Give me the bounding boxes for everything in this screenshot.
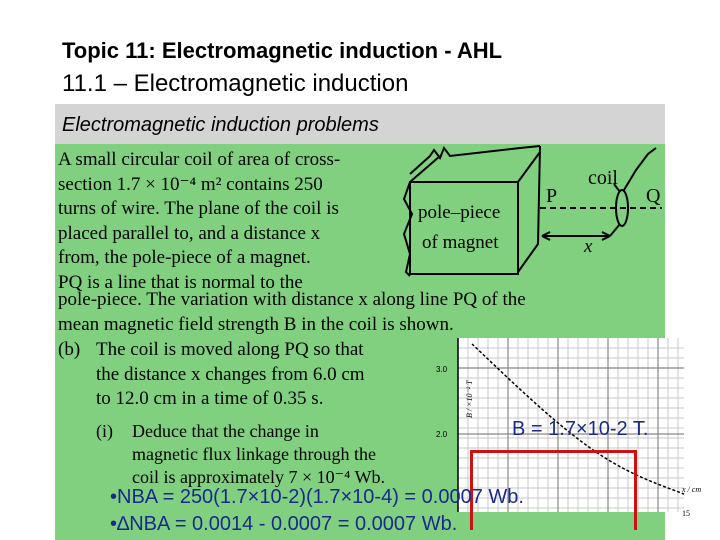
label-p: P [546,185,558,207]
box-label-1: pole–piece [418,202,501,223]
label-coil: coil [588,167,618,189]
problem-continued [58,288,618,337]
label-q: Q [646,185,661,207]
xlabel: x / cm [682,485,702,494]
part-i-line: Deduce that the change in [132,421,319,441]
problem-line: A small circular coil of area of cross- [58,149,341,170]
magnet-top-edge [410,146,540,174]
part-i [96,420,436,489]
answer-line-2: •∆NBA = 0.0014 - 0.0007 = 0.0007 Wb. [110,513,458,535]
part-b-row [58,338,438,363]
slide-title: Topic 11: Electromagnetic induction - AHL [62,38,503,63]
label-x: x [584,236,593,257]
problem-line: section 1.7 × 10⁻⁴ m² contains 250 [58,173,323,195]
part-b-label: (b) [58,339,81,360]
part-i-line: magnetic flux linkage through the [132,444,376,464]
answer-line-1: •NBA = 250(1.7×10-2)(1.7×10-4) = 0.0007 Wb. [110,486,524,508]
problem-line: from, the pole-piece of a magnet. [58,247,311,268]
b-value-annotation: B = 1.7×10-2 T. [512,418,649,440]
magnet-back-edge [518,146,540,272]
section-heading: Electromagnetic induction problems [62,114,379,136]
part-b [58,338,438,412]
part-b-line: the distance x changes from 6.0 cm [96,363,365,385]
part-b-line: to 12.0 cm in a time of 0.35 s. [96,388,324,409]
problem-line: PQ is a line that is normal to the [58,271,303,293]
ylabel: B / ×10⁻² T [465,380,474,418]
ytick-mid: 2.0 [436,430,448,439]
part-i-row [96,420,436,443]
problem-line: turns of wire. The plane of the coil is [58,198,339,219]
part-b-line: The coil is moved along PQ so that [96,339,364,360]
slide-subtitle: 11.1 – Electromagnetic induction [62,70,409,97]
part-i-label: (i) [96,421,113,441]
part-i-line: coil is approximately 7 × 10⁻⁴ Wb. [132,467,386,487]
problem-line: mean magnetic field strength B in the coil is shown. [58,313,454,335]
problem-line: placed parallel to, and a distance x [58,222,321,244]
problem-line: pole-piece. The variation with distance x along line PQ of the [58,289,526,310]
ytick-top: 3.0 [436,365,448,374]
box-label-2: of magnet [422,232,499,253]
pole-piece-face [410,182,518,274]
x-to-coil [610,224,620,236]
magnet-coil-diagram [400,144,670,294]
problem-intro [58,148,418,295]
xtick-end: 15 [682,509,690,518]
